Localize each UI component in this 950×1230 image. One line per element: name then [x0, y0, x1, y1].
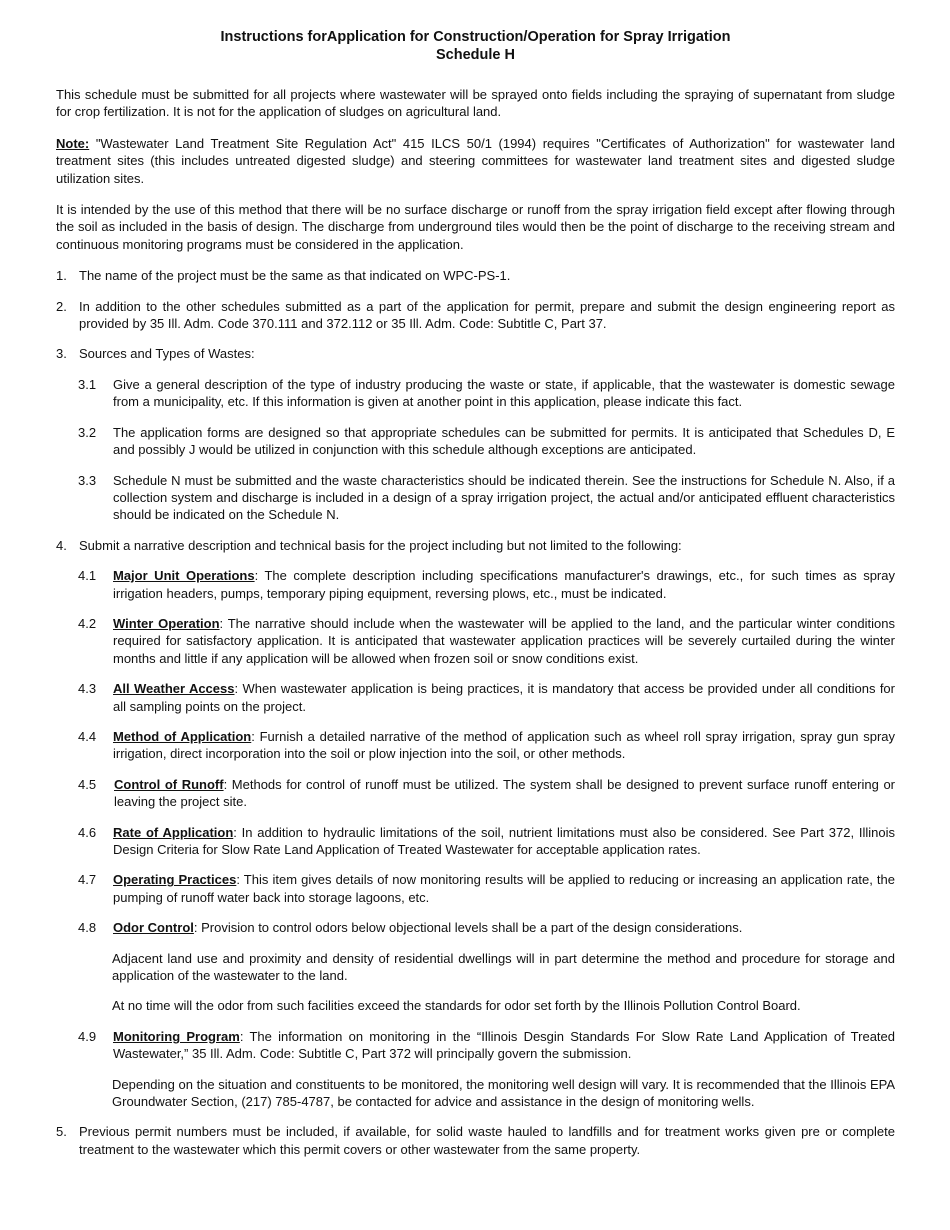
sub-item-text: The application forms are designed so that appropriate schedules can be submitted for permits. It is anticipated that Schedules D, E and possibly J would be utilized in conjunction with this schedule although exceptions are anticipated. [113, 424, 895, 458]
sub-item-4-4 [56, 728, 895, 763]
sub-item-number: 4.4 [78, 728, 97, 744]
sub-item-3-2 [56, 424, 895, 459]
sub-item-4-5 [56, 776, 895, 811]
sub-item-heading: Operating Practices [113, 872, 237, 888]
list-item-5 [56, 1123, 895, 1158]
sub-item-body: : The complete description including specifications manufacturer's drawings, etc., for such times as spray irrigation headers, pumps, temporary piping equipment, reversing plows, etc., must be indicated. [113, 568, 895, 601]
sub-item-number: 4.5 [78, 776, 97, 792]
sub-item-number: 4.8 [78, 920, 97, 936]
sub-item-body: : The information on monitoring in the “Illinois Desgin Standards For Slow Rate Land Application of Treated Wastewater,” 35 Ill. Adm. Code: Subtitle C, Part 372 will principally govern the submission. [113, 1028, 895, 1062]
sub-item-number: 3.3 [78, 472, 97, 488]
sub-item-4-8 [56, 919, 895, 936]
sub-item-3-3 [56, 472, 895, 524]
sub-item-heading: Monitoring Program [113, 1028, 240, 1044]
intro-paragraph: This schedule must be submitted for all projects where wastewater will be sprayed onto fields including the spraying of supernatant from sludge for crop fertilization. It is not for the application of sludges on agricultural land. [56, 87, 895, 120]
sub-item-body: : In addition to hydraulic limitations of the soil, nutrient limitations must also be considered. See Part 372, Illinois Design Criteria for Slow Rate Land Application of Treated Wastewater for acceptable application rates. [113, 824, 895, 857]
sub-item-body: : The narrative should include when the wastewater will be applied to the land, and the particular winter conditions required for satisfactory application. It is anticipated that wastewater application practices will be severely curtailed during the winter months and little if any application will be allowed when frozen soil or snow conditions exist. [113, 615, 895, 666]
sub-item-number: 4.9 [78, 1028, 97, 1044]
note-paragraph [56, 135, 895, 187]
sub-item-4-1 [56, 567, 895, 602]
odor-paragraph-1: Adjacent land use and proximity and density of residential dwellings will in part determine the method and procedure for storage and application of the wastewater to the land. [112, 950, 895, 984]
item-number: 5. [56, 1124, 67, 1140]
item-text: Previous permit numbers must be included, if available, for solid waste hauled to landfills and for treatment works given pre or complete treatment to the wastewater which this permit covers or other wastewater from the same property. [79, 1124, 895, 1157]
sub-item-text [113, 871, 895, 906]
note-text: "Wastewater Land Treatment Site Regulation Act" 415 ILCS 50/1 (1994) requires "Certificates of Authorization" for wastewater land treatment sites (this includes untreated digested sludge) and steering committees for wastewater land treatment sites and digested sludge utilization sites. [56, 135, 895, 186]
sub-item-number: 4.7 [78, 872, 97, 888]
sub-item-body: : Provision to control odors below objectional levels shall be a part of the design considerations. [193, 920, 743, 936]
sub-item-heading: Method of Application [113, 728, 252, 744]
sub-item-heading: Odor Control [113, 920, 194, 936]
sub-item-4-3 [56, 680, 895, 715]
sub-item-body: : When wastewater application is being practices, it is mandatory that access be provided under all conditions for all sampling points on the project. [113, 681, 895, 714]
sub-item-number: 3.1 [78, 376, 97, 392]
page-title: Instructions forApplication for Construction/Operation for Spray Irrigation [220, 29, 731, 45]
sub-item-text [113, 567, 895, 602]
sub-item-3-1 [56, 376, 895, 411]
odor-paragraph-2: At no time will the odor from such facilities exceed the standards for odor set forth by the Illinois Pollution Control Board. [112, 998, 801, 1014]
sub-item-text: Give a general description of the type of industry producing the waste or state, if applicable, that the wastewater is domestic sewage from a municipality, etc. If this information is given at another point in this application, please indicate this fact. [113, 376, 895, 410]
sub-item-text [113, 680, 895, 715]
page-subtitle: Schedule H [436, 47, 515, 63]
item-number: 1. [56, 268, 67, 284]
sub-item-number: 4.2 [78, 615, 97, 631]
sub-item-heading: Major Unit Operations [113, 568, 255, 584]
sub-item-number: 4.1 [78, 568, 97, 584]
item-text: Sources and Types of Wastes: [79, 346, 255, 362]
sub-item-text [113, 919, 895, 936]
list-item-1 [56, 267, 895, 284]
sub-item-number: 4.3 [78, 681, 97, 697]
sub-item-text [113, 1028, 895, 1063]
list-item-3 [56, 345, 895, 362]
item-number: 2. [56, 298, 67, 314]
sub-item-text: Schedule N must be submitted and the waste characteristics should be indicated therein. See the instructions for Schedule N. Also, if a collection system and discharge is included in a design of a spray irrigation project, the actual and/or anticipated effluent characteristics should be indicated on the Schedule N. [113, 472, 895, 523]
sub-item-heading: Control of Runoff [114, 776, 224, 792]
item-text: In addition to the other schedules submitted as a part of the application for permit, prepare and submit the design engineering report as provided by 35 Ill. Adm. Code 370.111 and 372.112 or 35 Ill. Adm. Code: Subtitle C, Part 37. [79, 298, 895, 332]
sub-item-text [113, 824, 895, 859]
sub-item-heading: Rate of Application [113, 824, 234, 840]
monitoring-paragraph: Depending on the situation and constituents to be monitored, the monitoring well design will vary. It is recommended that the Illinois EPA Groundwater Section, (217) 785-4787, be contacted for advice and assistance in the design of monitoring wells. [112, 1076, 895, 1110]
sub-item-body: : This item gives details of now monitoring results will be applied to reducing or increasing an application rate, the pumping of runoff water back into storage lagoons, etc. [113, 872, 896, 905]
sub-item-heading: All Weather Access [113, 681, 235, 697]
note-label: Note: [56, 135, 90, 151]
sub-item-text [113, 728, 895, 763]
list-item-2 [56, 298, 895, 333]
list-item-4 [56, 537, 895, 554]
sub-item-text [114, 776, 895, 811]
title-block [56, 28, 895, 64]
sub-item-4-6 [56, 824, 895, 859]
sub-item-body: : Methods for control of runoff must be utilized. The system shall be designed to prevent surface runoff entering or leaving the project site. [114, 776, 896, 810]
intent-paragraph: It is intended by the use of this method that there will be no surface discharge or runoff from the spray irrigation field except after flowing through the soil as included in the basis of design. The discharge from underground tiles would then be the point of discharge to the receiving stream and continuous monitoring programs must be considered in the application. [56, 202, 895, 252]
sub-item-heading: Winter Operation [113, 615, 220, 631]
item-number: 3. [56, 346, 67, 362]
sub-item-text [113, 615, 895, 667]
item-text: Submit a narrative description and technical basis for the project including but not limited to the following: [79, 537, 682, 553]
sub-item-4-7 [56, 871, 895, 906]
sub-item-number: 3.2 [78, 424, 97, 440]
sub-item-4-9 [56, 1028, 895, 1063]
item-text: The name of the project must be the same as that indicated on WPC-PS-1. [79, 268, 511, 284]
sub-item-body: : Furnish a detailed narrative of the method of application such as wheel roll spray irrigation, spray gun spray irrigation, direct incorporation into the soil or plow injection into the soil, or other methods. [113, 728, 896, 762]
item-number: 4. [56, 537, 67, 553]
sub-item-number: 4.6 [78, 824, 97, 840]
sub-item-4-2 [56, 615, 895, 667]
